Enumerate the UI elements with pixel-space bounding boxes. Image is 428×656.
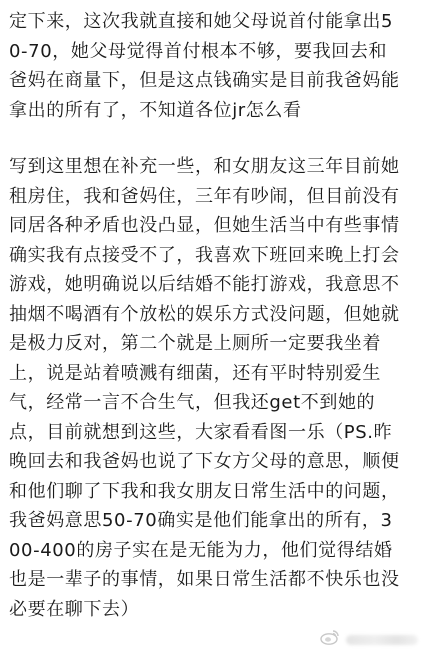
text-line: 我爸妈意思50-70确实是他们能拿出的所有，3 [9, 510, 393, 531]
text-line: 上，说是站着喷溅有细菌，还有平时特别爱生 [9, 362, 381, 384]
watermark [320, 629, 418, 650]
text-line: 必要在聊下去） [9, 598, 140, 620]
text-line: 0-70，她父母觉得首付根本不够，要我回去和 [9, 40, 388, 62]
paragraph-1 [9, 7, 418, 125]
text-line: 也是一辈子的事情，如果日常生活都不快乐也没 [9, 569, 400, 590]
text-line: 写到这里想在补充一些，和女朋友这三年目前她 [9, 156, 400, 177]
text-line: 确实我有点接受不了，我喜欢下班回来晚上打会 [9, 244, 400, 266]
text-line: 点，目前就想到这些，大家看看图一乐（PS.昨 [9, 421, 393, 443]
text-line: 定下来，这次我就直接和她父母说首付能拿出5 [9, 11, 394, 32]
text-line: 是极力反对，第二个就是上厕所一定要我坐着 [9, 333, 381, 354]
text-line: 00-400的房子实在是无能为力，他们觉得结婚 [9, 539, 393, 561]
text-line: 租房住，我和爸妈住，三年有吵闹，但目前没有 [9, 185, 400, 207]
text-line: 爸妈在商量下，但是这点钱确实是目前我爸妈能 [9, 70, 400, 91]
text-line: 和他们聊了下我和我女朋友日常生活中的问题， [9, 480, 400, 502]
text-line: 气，经常一言不合生气，但我还get不到她的 [9, 392, 376, 413]
weibo-logo-icon [320, 629, 340, 650]
paragraph-gap [9, 125, 418, 152]
text-line: 抽烟不喝酒有个放松的娱乐方式没问题，但她就 [9, 303, 400, 325]
watermark-blurred-text [346, 635, 418, 645]
text-line: 晚回去和我爸妈也说了下女方父母的意思，顺便 [9, 451, 400, 472]
text-line: 游戏，她明确说以后结婚不能打游戏，我意思不 [9, 274, 400, 295]
paragraph-2 [9, 152, 418, 624]
text-line: 拿出的所有了，不知道各位jr怎么看 [9, 99, 302, 121]
text-line: 同居各种矛盾也没凸显，但她生活当中有些事情 [9, 215, 400, 236]
